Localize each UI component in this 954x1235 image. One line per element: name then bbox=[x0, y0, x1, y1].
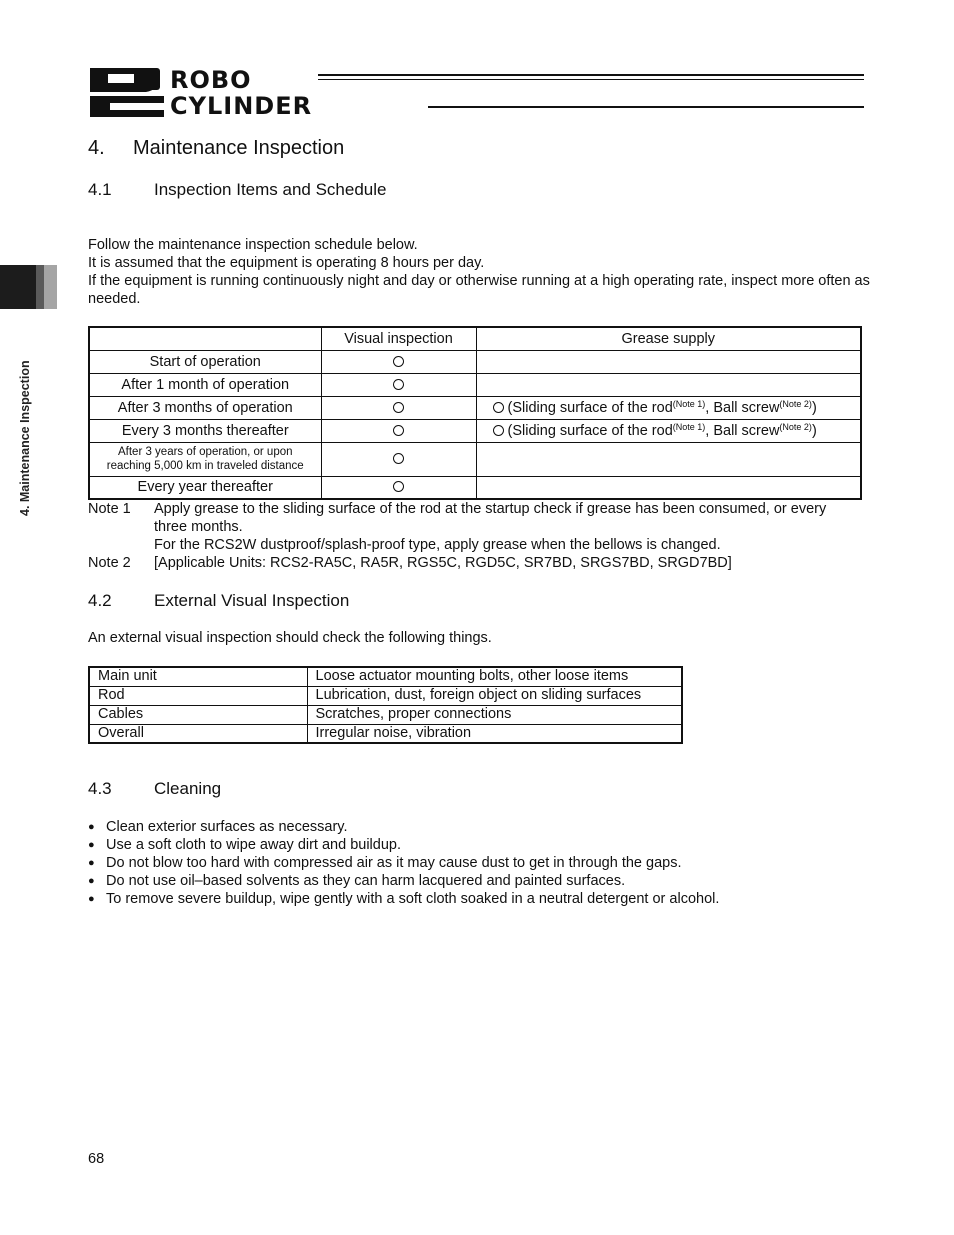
table-row bbox=[89, 350, 861, 373]
side-tab-label: 4. Maintenance Inspection bbox=[18, 360, 32, 516]
note-text: Apply grease to the sliding surface of the rod at the startup check if grease has been consumed, or every three months. bbox=[154, 501, 827, 535]
schedule-intro bbox=[88, 236, 878, 308]
table-header-cell: Grease supply bbox=[476, 327, 861, 350]
grease-text: ) bbox=[811, 422, 817, 439]
list-item: ● Use a soft cloth to wipe away dirt and buildup. bbox=[88, 836, 719, 854]
table-row bbox=[89, 396, 861, 419]
subsection-number: 4.3 bbox=[88, 779, 112, 798]
table-row bbox=[89, 373, 861, 396]
header-rule-top bbox=[318, 74, 864, 76]
paragraph-line: Follow the maintenance inspection schedule below. bbox=[88, 237, 418, 253]
subsection-title-text: External Visual Inspection bbox=[154, 591, 350, 610]
subsection-title-text: Inspection Items and Schedule bbox=[154, 180, 387, 199]
table-row bbox=[89, 724, 682, 743]
grease-text: , Ball screw bbox=[705, 422, 780, 439]
circle-mark-icon bbox=[393, 356, 404, 367]
list-item: ● Clean exterior surfaces as necessary. bbox=[88, 818, 719, 836]
note-label: Note 2 bbox=[88, 555, 131, 571]
circle-mark-icon bbox=[393, 425, 404, 436]
table-cell-grease bbox=[476, 476, 861, 499]
grease-text: (Sliding surface of the rod bbox=[503, 422, 673, 439]
subsection-title-4-2 bbox=[88, 591, 349, 611]
note-ref: (Note 2) bbox=[779, 398, 812, 409]
note-row bbox=[88, 500, 854, 536]
subsection-number: 4.1 bbox=[88, 180, 112, 199]
subsection-title-4-3 bbox=[88, 779, 221, 799]
table-cell-when: Every 3 months thereafter bbox=[89, 419, 321, 442]
table-cell-visual bbox=[321, 476, 476, 499]
circle-mark-icon bbox=[393, 402, 404, 413]
paragraph-line: It is assumed that the equipment is operating 8 hours per day. bbox=[88, 255, 485, 271]
note-label bbox=[88, 536, 154, 554]
table-cell-check: Lubrication, dust, foreign object on sliding surfaces bbox=[307, 686, 682, 705]
table-cell-when: After 3 months of operation bbox=[89, 396, 321, 419]
note-label: Note 1 bbox=[88, 501, 131, 517]
table-cell-when: Start of operation bbox=[89, 350, 321, 373]
visual-inspection-table bbox=[88, 666, 683, 744]
note-row bbox=[88, 554, 854, 572]
section-number: 4. bbox=[88, 137, 105, 159]
note-ref: (Note 2) bbox=[779, 421, 812, 432]
note-ref: (Note 1) bbox=[672, 398, 706, 409]
table-row bbox=[89, 442, 861, 476]
note-row bbox=[88, 536, 854, 554]
table-cell-visual bbox=[321, 442, 476, 476]
subsection-title-text: Cleaning bbox=[154, 779, 222, 798]
table-cell-grease bbox=[476, 419, 861, 442]
when-line: reaching 5,000 km in traveled distance bbox=[106, 460, 304, 472]
circle-mark-icon bbox=[493, 425, 504, 436]
header-rule-bottom bbox=[428, 106, 864, 108]
table-cell-grease bbox=[476, 373, 861, 396]
header-rule-top-thin bbox=[318, 79, 864, 80]
table-header-cell bbox=[89, 327, 321, 350]
paragraph-line: If the equipment is running continuously night and day or otherwise running at a high operating rate, inspect more often as needed. bbox=[88, 273, 870, 307]
grease-text: ) bbox=[811, 399, 817, 416]
table-cell-item: Cables bbox=[89, 705, 307, 724]
grease-text: , Ball screw bbox=[705, 399, 780, 416]
table-cell-check: Irregular noise, vibration bbox=[307, 724, 682, 743]
logo-text-robo: ROBO bbox=[170, 66, 252, 94]
table-cell-when bbox=[89, 442, 321, 476]
visual-intro: An external visual inspection should check the following things. bbox=[88, 630, 492, 646]
subsection-number: 4.2 bbox=[88, 591, 112, 610]
table-cell-when: Every year thereafter bbox=[89, 476, 321, 499]
table-cell-check: Scratches, proper connections bbox=[307, 705, 682, 724]
inspection-schedule-table bbox=[88, 326, 862, 500]
table-cell-item: Rod bbox=[89, 686, 307, 705]
when-line: After 3 years of operation, or upon bbox=[117, 446, 293, 458]
table-cell-when: After 1 month of operation bbox=[89, 373, 321, 396]
table-cell-grease bbox=[476, 442, 861, 476]
table-cell-grease bbox=[476, 396, 861, 419]
logo-text-cylinder: CYLINDER bbox=[170, 92, 313, 118]
subsection-title-4-1 bbox=[88, 180, 386, 200]
circle-mark-icon bbox=[393, 481, 404, 492]
circle-mark-icon bbox=[393, 379, 404, 390]
circle-mark-icon bbox=[393, 453, 404, 464]
table-row bbox=[89, 419, 861, 442]
section-title-text: Maintenance Inspection bbox=[133, 137, 345, 159]
table-notes bbox=[88, 500, 854, 572]
table-cell-visual bbox=[321, 350, 476, 373]
table-cell-item: Main unit bbox=[89, 667, 307, 686]
table-header-cell: Visual inspection bbox=[321, 327, 476, 350]
cleaning-list bbox=[88, 818, 719, 908]
table-cell-item: Overall bbox=[89, 724, 307, 743]
list-item: ● Do not blow too hard with compressed air as it may cause dust to get in through the gaps. bbox=[88, 854, 719, 872]
list-item: ● Do not use oil–based solvents as they can harm lacquered and painted surfaces. bbox=[88, 872, 719, 890]
note-text: [Applicable Units: RCS2-RA5C, RA5R, RGS5C, RGD5C, SR7BD, SRGS7BD, SRGD7BD] bbox=[154, 555, 732, 571]
list-item: ● To remove severe buildup, wipe gently with a soft cloth soaked in a neutral detergent or alcohol. bbox=[88, 890, 719, 908]
table-row bbox=[89, 667, 682, 686]
side-tab-marker bbox=[0, 265, 36, 309]
grease-text: (Sliding surface of the rod bbox=[503, 399, 673, 416]
section-title bbox=[88, 137, 344, 160]
table-cell-visual bbox=[321, 373, 476, 396]
table-row bbox=[89, 705, 682, 724]
table-cell-check: Loose actuator mounting bolts, other loose items bbox=[307, 667, 682, 686]
side-tab-shade-light bbox=[44, 265, 57, 309]
table-cell-visual bbox=[321, 396, 476, 419]
note-ref: (Note 1) bbox=[672, 421, 706, 432]
table-cell-grease bbox=[476, 350, 861, 373]
table-row bbox=[89, 476, 861, 499]
table-row bbox=[89, 686, 682, 705]
table-header-row bbox=[89, 327, 861, 350]
page-number: 68 bbox=[88, 1151, 105, 1167]
table-cell-visual bbox=[321, 419, 476, 442]
side-tab-shade bbox=[36, 265, 44, 309]
circle-mark-icon bbox=[493, 402, 504, 413]
note-text: For the RCS2W dustproof/splash-proof type, apply grease when the bellows is changed. bbox=[154, 537, 721, 553]
